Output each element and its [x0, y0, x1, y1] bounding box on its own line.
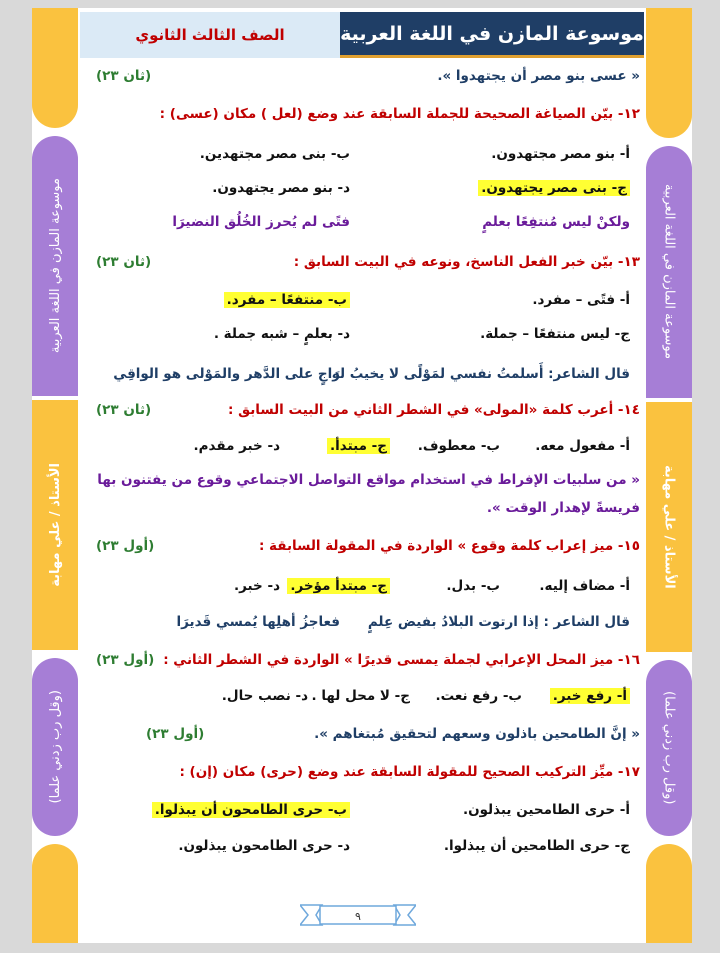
question-text: ١٦- ميز المحل الإعرابي لجملة يمسى قديرًا » الواردة في الشطر الثاني : — [163, 652, 640, 668]
left-band-top — [32, 8, 78, 128]
question-text: ١٥- ميز إعراب كلمة وقوع » الواردة في المقولة السابقة : — [258, 538, 640, 554]
right-band-bottom — [646, 844, 692, 943]
option-a: أ- مفعول معه. — [535, 438, 630, 454]
worksheet-content — [86, 60, 640, 900]
left-band-teacher — [32, 400, 78, 650]
quote-line — [86, 726, 640, 742]
verse-first-half: ولكنْ ليس مُنتفِعًا بعلمٍ — [482, 214, 630, 230]
left-side-column — [32, 8, 78, 943]
question-16 — [86, 652, 640, 668]
option-a: أ- فتًى – مفرد. — [532, 292, 630, 308]
quote-text: فريسةً لإهدار الوقت ». — [486, 500, 640, 516]
option-d: د- خبر. — [234, 578, 280, 594]
quote-line — [86, 68, 640, 84]
page-title: موسوعة المازن في اللغة العربية — [340, 12, 644, 58]
right-side-column — [646, 8, 692, 943]
question-text: ١٢- بيّن الصياغة الصحيحة للجملة السابقة عند وضع (لعل ) مكان (عسى) : — [159, 106, 640, 122]
left-band-bottom — [32, 844, 78, 943]
page-number-ribbon — [300, 903, 416, 927]
option-a: أ- بنو مصر مجتهدون. — [491, 146, 630, 162]
source-tag: (ثان ٢٣) — [96, 68, 152, 84]
page-header — [80, 12, 644, 58]
page-number: ٩ — [355, 910, 361, 923]
left-teacher-label: الأستاذ / علي مهابة — [47, 463, 63, 587]
quote-line-2 — [86, 500, 640, 516]
right-prayer-label: (وقل رب زدني علما) — [661, 691, 677, 805]
option-d: د- نصب حال. — [221, 688, 308, 704]
option-d: د- بنو مصر يجتهدون. — [212, 180, 350, 196]
source-tag: (ثان ٢٣) — [96, 402, 152, 418]
option-d: د- حرى الطامحون يبذلون. — [178, 838, 350, 854]
quote-text: « إنَّ الطامحين باذلون وسعهم لتحقيق مُبتغاهم ». — [314, 726, 640, 742]
option-b-answer: ب- منتفعًا – مفرد. — [224, 292, 350, 308]
source-tag: (أول ٢٣) — [96, 652, 155, 668]
option-b-answer: ب- حرى الطامحون أن يبذلوا. — [152, 802, 350, 818]
option-a: أ- مضاف إليه. — [539, 578, 630, 594]
option-a-answer: أ- رفع خبر. — [550, 688, 630, 704]
verse-second-half: فتًى لم يُحرز الخُلُق النضيرَا — [172, 214, 350, 230]
question-text: ١٤- أعرب كلمة «المولى» في الشطر الثاني من البيت السابق : — [227, 402, 640, 418]
left-band-prayer — [32, 658, 78, 836]
verse-first-half: قال الشاعر: أَسلمتُ نفسي لمَوْلًى لا يخيبُ له — [331, 366, 630, 382]
verse-second-half: رَاجٍ على الدَّهر والمَوْلى هو الواقِي — [113, 366, 340, 382]
grade-label: الصف الثالث الثانوي — [80, 12, 340, 58]
verse-second-half: فعاجزُ أهلِها يُمسي قَديرَا — [176, 614, 340, 630]
left-prayer-label: (وقل رب زدني علما) — [47, 690, 63, 804]
option-c: ج- حرى الطامحين أن يبذلوا. — [443, 838, 630, 854]
question-17 — [86, 764, 640, 780]
option-c: ج- ليس منتفعًا – جملة. — [480, 326, 630, 342]
verse-first-half: قال الشاعر : إذا ارتوت البلادُ بفيض عِلمٍ — [367, 614, 630, 630]
right-encyclopedia-label: موسوعة المازن في اللغة العربية — [661, 184, 677, 360]
left-band-encyclopedia — [32, 136, 78, 396]
question-12 — [86, 106, 640, 122]
question-15 — [86, 538, 640, 554]
option-b: ب- بدل. — [446, 578, 500, 594]
quote-text: « من سلبيات الإفراط في استخدام مواقع التواصل الاجتماعي وقوع من يفتنون بها — [97, 472, 640, 488]
right-teacher-label: الأستاذ / علي مهابة — [661, 465, 677, 589]
question-14 — [86, 402, 640, 418]
question-text: ١٣- بيّن خبر الفعل الناسخ، ونوعه في البيت السابق : — [293, 254, 640, 270]
option-d: د- بعلمٍ – شبه جملة . — [213, 326, 350, 342]
left-encyclopedia-label: موسوعة المازن في اللغة العربية — [47, 178, 63, 354]
option-c-answer: ج- مبتدأ. — [327, 438, 390, 454]
option-b: ب- معطوف. — [417, 438, 500, 454]
option-b: ب- رفع نعت. — [435, 688, 522, 704]
question-text: ١٧- ميِّز التركيب الصحيح للمقولة السابقة عند وضع (حرى) مكان (إن) : — [179, 764, 640, 780]
right-band-teacher — [646, 402, 692, 652]
source-tag: (أول ٢٣) — [146, 726, 205, 742]
right-band-prayer — [646, 660, 692, 836]
quote-text: « عسى بنو مصر أن يجتهدوا ». — [437, 68, 640, 84]
source-tag: (ثان ٢٣) — [96, 254, 152, 270]
option-d: د- خبر مقدم. — [193, 438, 280, 454]
option-c-answer: ج- مبتدأ مؤخر. — [287, 578, 390, 594]
option-c: ج- لا محل لها . — [311, 688, 410, 704]
option-c-answer: ج- بنى مصر يجتهدون. — [478, 180, 630, 196]
right-band-top — [646, 8, 692, 138]
question-13 — [86, 254, 640, 270]
quote-line-1 — [86, 472, 640, 488]
option-b: ب- بنى مصر مجتهدين. — [199, 146, 350, 162]
option-a: أ- حرى الطامحين يبذلون. — [462, 802, 630, 818]
source-tag: (أول ٢٣) — [96, 538, 155, 554]
right-band-encyclopedia — [646, 146, 692, 398]
